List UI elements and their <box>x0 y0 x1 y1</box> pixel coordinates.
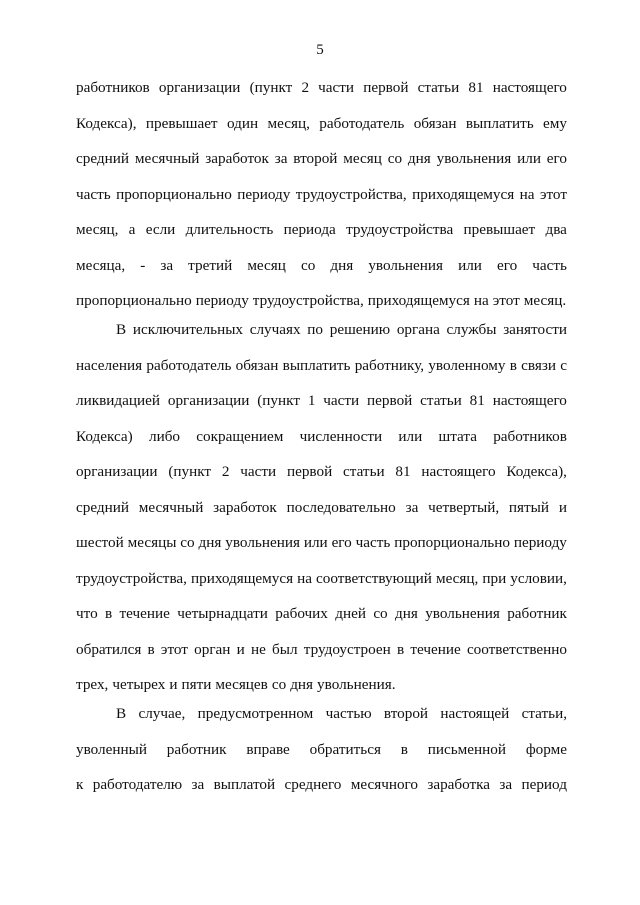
text-line <box>76 640 567 676</box>
word: средний <box>76 150 129 167</box>
word: месячный <box>134 150 200 167</box>
word: и <box>169 676 178 693</box>
word: месяцы <box>127 534 177 551</box>
word: приходящемуся <box>412 185 515 203</box>
word: периоду <box>237 185 291 203</box>
word: два <box>545 221 567 238</box>
word: часть <box>76 185 111 203</box>
word: организации <box>76 463 158 480</box>
word: трудоустройства, <box>295 185 407 203</box>
text-line <box>76 149 567 185</box>
word: вправе <box>246 740 290 758</box>
word: случае, <box>138 705 186 722</box>
word: среднего <box>284 776 342 793</box>
word: его <box>497 256 518 274</box>
word: месяц, <box>267 114 310 132</box>
word: Кодекса) <box>76 427 133 445</box>
word: рабочих <box>275 605 328 622</box>
word: обязан <box>413 114 457 132</box>
word: месяц, <box>76 221 119 238</box>
word: условии, <box>510 569 567 587</box>
word: его <box>546 150 567 167</box>
word: за <box>405 498 419 516</box>
word: случаях <box>249 321 301 338</box>
word: статьи <box>420 392 462 409</box>
word: - <box>140 256 146 274</box>
word: или <box>398 427 423 445</box>
word: на <box>519 185 535 203</box>
word: со <box>271 676 287 693</box>
word: (пункт <box>257 392 300 409</box>
word: трудоустроен <box>303 640 391 658</box>
word: трех, <box>76 676 109 693</box>
text-line <box>76 356 567 392</box>
word: дня <box>290 676 314 693</box>
word: месяц <box>247 256 286 274</box>
word: (пункт <box>168 463 212 480</box>
word: ликвидацией <box>76 392 160 409</box>
word: либо <box>148 427 181 445</box>
word: статьи <box>417 79 460 96</box>
word: месяц, <box>435 569 479 587</box>
word: первой <box>286 463 333 480</box>
word: второй <box>383 705 429 722</box>
word: часть <box>532 256 567 274</box>
word: организации <box>158 79 241 96</box>
word: орган <box>194 640 231 658</box>
word: трудоустройства, <box>76 569 187 587</box>
word: ему <box>543 114 567 132</box>
word: настоящей <box>440 705 510 722</box>
word: настоящего <box>492 392 567 409</box>
word: работодатель <box>319 114 405 132</box>
word: 2 <box>221 463 230 480</box>
word: В <box>116 321 127 338</box>
word: обратился <box>76 640 142 658</box>
word: шестой <box>76 534 124 551</box>
text-line <box>76 569 567 605</box>
word: пятый <box>508 498 550 516</box>
word: населения <box>76 356 143 374</box>
word: первой <box>363 79 409 96</box>
word: (пункт <box>249 79 293 96</box>
word: один <box>226 114 259 132</box>
text-line <box>76 704 567 740</box>
text-line <box>76 604 567 640</box>
word: статьи <box>343 463 385 480</box>
word: увольнения <box>225 534 300 551</box>
word: решению <box>329 321 391 338</box>
word: течение <box>410 640 461 658</box>
word: работник <box>166 740 227 758</box>
word: дня <box>395 605 418 622</box>
word: обязан <box>235 356 279 374</box>
word: трудоустройства, <box>252 292 364 309</box>
word: 81 <box>469 392 485 409</box>
word: письменной <box>427 740 506 758</box>
word: в <box>400 740 408 758</box>
word: части <box>323 392 360 409</box>
word: численности <box>299 427 383 445</box>
word: части <box>240 463 277 480</box>
text-line <box>76 114 567 150</box>
word: уволенному <box>428 356 506 374</box>
word: периода <box>283 221 336 238</box>
word: его <box>331 534 352 551</box>
paragraph-2 <box>76 320 567 711</box>
word: штата <box>438 427 477 445</box>
word: форме <box>525 740 567 758</box>
word: занятости <box>503 321 567 338</box>
word: на <box>297 569 312 587</box>
word: дней <box>335 605 366 622</box>
word: исключительных <box>132 321 244 338</box>
text-line <box>76 427 567 463</box>
word: четырех <box>112 676 166 693</box>
word: пяти <box>181 676 212 693</box>
word: трудоустройства <box>346 221 454 238</box>
word: месячного <box>350 776 418 793</box>
word: заработок <box>213 498 277 516</box>
word: 1 <box>307 392 316 409</box>
word: месяц. <box>523 292 567 309</box>
word: если <box>145 221 176 238</box>
word: четвертый, <box>428 498 500 516</box>
text-line <box>76 185 567 221</box>
word: настоящего <box>421 463 496 480</box>
word: соответственно <box>466 640 567 658</box>
word: по <box>307 321 324 338</box>
word: превышает <box>463 221 536 238</box>
word: работников <box>493 427 567 445</box>
word: течение <box>119 605 170 622</box>
word: последовательно <box>286 498 396 516</box>
word: длительность <box>185 221 274 238</box>
word: работодатель <box>146 356 232 374</box>
word: увольнения. <box>317 676 396 693</box>
word: увольнения <box>425 605 500 622</box>
word: в <box>105 605 113 622</box>
text-line <box>76 533 567 569</box>
word: уволенный <box>76 740 147 758</box>
word: увольнения <box>436 150 512 167</box>
word: предусмотренном <box>197 705 314 722</box>
word: четырнадцати <box>177 605 268 622</box>
word: месяца, <box>76 256 126 274</box>
word: при <box>482 569 507 587</box>
word: в <box>396 640 405 658</box>
word: организации <box>167 392 250 409</box>
word: Кодекса), <box>506 463 567 480</box>
word: со <box>300 256 316 274</box>
word: или <box>517 150 541 167</box>
word: за <box>499 776 513 793</box>
text-line <box>76 391 567 427</box>
word: сокращением <box>196 427 284 445</box>
word: пропорционально <box>76 292 192 309</box>
word: соответствующий <box>316 569 432 587</box>
word: этот <box>539 185 567 203</box>
word: что <box>76 605 98 622</box>
word: месяц <box>343 150 382 167</box>
word: третий <box>188 256 233 274</box>
word: этот <box>160 640 188 658</box>
word: не <box>250 640 266 658</box>
word: дня <box>407 150 431 167</box>
word: или <box>458 256 482 274</box>
text-line <box>76 498 567 534</box>
word: выплатить <box>282 356 351 374</box>
text-line <box>76 462 567 498</box>
page-number: 5 <box>316 42 324 58</box>
word: увольнения <box>368 256 443 274</box>
word: периоду <box>195 292 249 309</box>
word: работнику, <box>354 356 425 374</box>
word: 81 <box>395 463 411 480</box>
word: превышает <box>145 114 218 132</box>
word: периоду <box>513 534 567 551</box>
word: заработка <box>427 776 491 793</box>
word: работников <box>76 79 150 96</box>
word: дня <box>198 534 222 551</box>
word: настоящего <box>492 79 567 96</box>
word: пропорционально <box>116 185 232 203</box>
word: В <box>116 705 127 722</box>
word: заработок <box>205 150 269 167</box>
word: был <box>272 640 298 658</box>
word: и <box>558 498 567 516</box>
word: к <box>76 776 84 793</box>
word: приходящемуся <box>367 292 470 309</box>
word: дня <box>330 256 354 274</box>
word: за <box>274 150 288 167</box>
word: обратиться <box>309 740 381 758</box>
text-line <box>76 320 567 356</box>
word: работодателю <box>92 776 183 793</box>
word: Кодекса), <box>76 114 137 132</box>
word: статьи, <box>521 705 567 722</box>
word: этот <box>492 292 520 309</box>
word: и <box>236 640 245 658</box>
word: со <box>387 150 403 167</box>
word: органа <box>396 321 440 338</box>
word: первой <box>367 392 413 409</box>
word: 2 <box>301 79 310 96</box>
word: за <box>160 256 174 274</box>
word: с <box>560 356 567 374</box>
word: пропорционально <box>394 534 510 551</box>
word: выплатой <box>213 776 276 793</box>
word: выплатить <box>465 114 534 132</box>
word: частью <box>325 705 372 722</box>
word: со <box>180 534 195 551</box>
word: службы <box>446 321 497 338</box>
word: за <box>191 776 205 793</box>
word: со <box>373 605 388 622</box>
word: связи <box>521 356 556 374</box>
word: 81 <box>468 79 484 96</box>
word: в <box>147 640 155 658</box>
word: работник <box>507 605 567 622</box>
word: второй <box>293 150 338 167</box>
word: часть <box>355 534 391 551</box>
word: на <box>473 292 489 309</box>
paragraph-3 <box>76 704 567 811</box>
word: в <box>509 356 517 374</box>
text-line <box>76 775 567 811</box>
word: приходящемуся <box>190 569 294 587</box>
word: месяцев <box>215 676 268 693</box>
paragraph-1 <box>76 78 567 327</box>
word: части <box>318 79 355 96</box>
text-line <box>76 256 567 292</box>
word: месячный <box>138 498 204 516</box>
word: или <box>303 534 328 551</box>
text-line <box>76 78 567 114</box>
word: период <box>521 776 567 793</box>
text-line <box>76 740 567 776</box>
text-line <box>76 220 567 256</box>
word: средний <box>76 498 129 516</box>
word: а <box>128 221 136 238</box>
